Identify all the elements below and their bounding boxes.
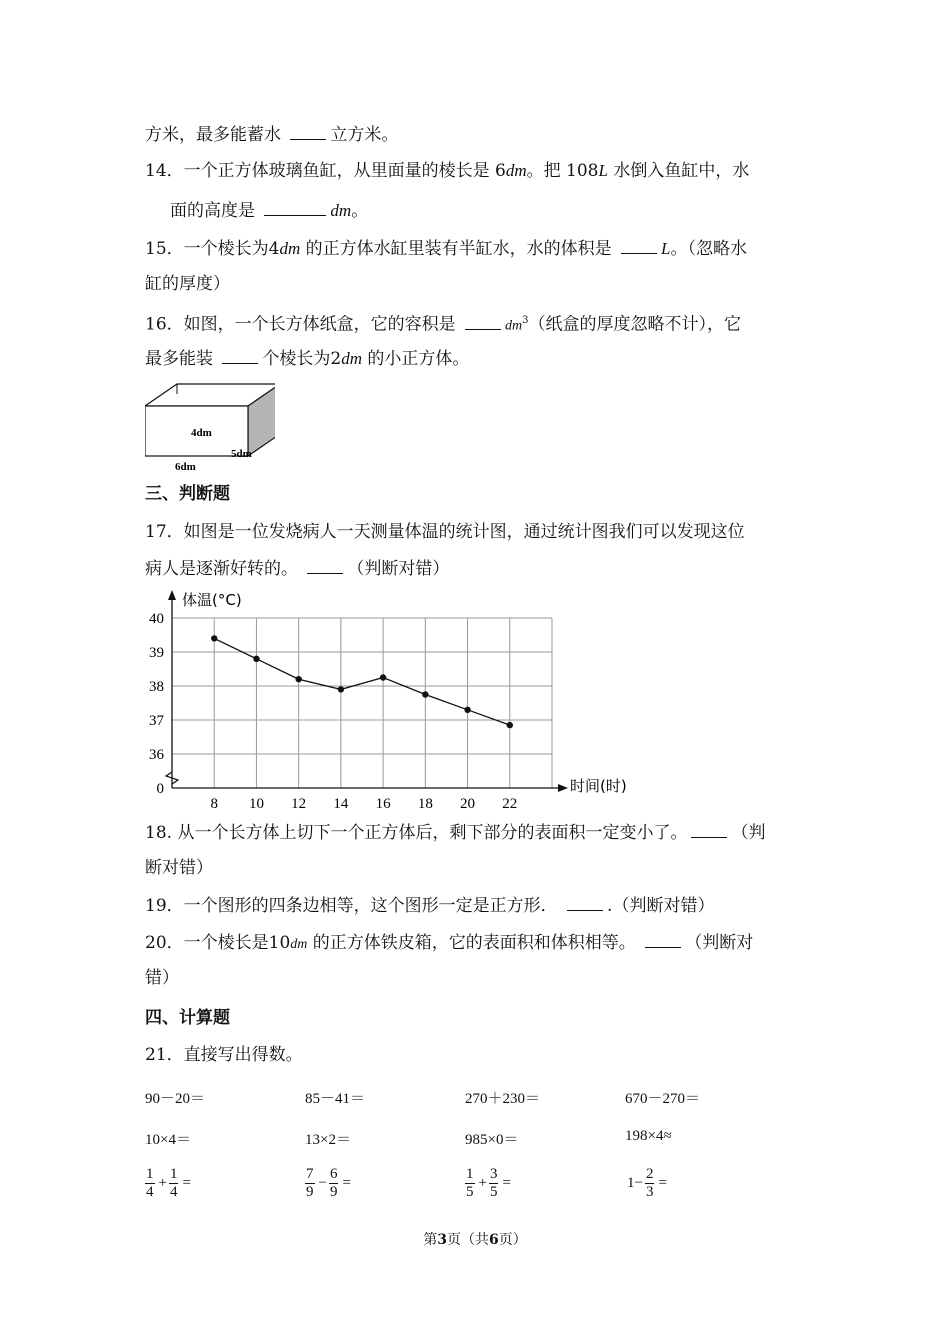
q14-unit: dm	[330, 201, 352, 220]
denominator: 5	[466, 1184, 474, 1200]
x-axis-arrow	[558, 784, 568, 792]
q16-exponent: 3	[522, 315, 529, 326]
denominator: 9	[329, 1184, 338, 1200]
equals-sign: =	[658, 1175, 667, 1191]
operator: +	[158, 1175, 167, 1191]
box-height-label: 4dm	[191, 427, 212, 439]
chart-grid	[172, 618, 552, 788]
numerator: 1	[146, 1166, 154, 1182]
q16-text-a: 16．如图，一个长方体纸盒，它的容积是	[145, 314, 456, 335]
y-tick-label: 37	[149, 713, 164, 729]
q15-unit: L	[661, 239, 671, 258]
fraction-calc-item	[625, 1166, 669, 1201]
question-14	[145, 160, 749, 182]
x-tick-label: 14	[333, 796, 349, 812]
answer-blank[interactable]	[307, 557, 343, 574]
denominator: 4	[169, 1184, 178, 1200]
x-tick-label: 12	[291, 796, 307, 812]
calc-item: 985×0＝	[465, 1132, 519, 1148]
operator: +	[478, 1175, 487, 1191]
question-19	[145, 894, 714, 917]
numerator: 1	[169, 1166, 178, 1182]
data-point	[507, 722, 513, 728]
data-point	[464, 707, 470, 713]
y-axis-arrow	[168, 590, 176, 600]
question-20	[145, 931, 753, 956]
q14-text-b: 。把 108	[526, 161, 599, 181]
section-3-heading: 三、判断题	[145, 484, 230, 504]
fraction	[169, 1166, 179, 1201]
operator: −	[318, 1175, 327, 1191]
q13-tail	[145, 123, 398, 146]
q20-text-b: 的正方体铁皮箱，它的表面积和体积相等。	[307, 933, 636, 953]
q17-text-b: 病人是逐渐好转的。	[145, 559, 298, 579]
q15-text-a: 15．一个棱长为4	[145, 239, 280, 259]
q19-text-b: .（判断对错）	[607, 896, 715, 916]
q15-text-b: 的正方体水缸里装有半缸水，水的体积是	[300, 239, 612, 259]
answer-blank[interactable]	[465, 313, 501, 330]
q17-text-a: 17．如图是一位发烧病人一天测量体温的统计图，通过统计图我们可以发现这位	[145, 522, 745, 542]
denominator: 3	[645, 1184, 654, 1200]
page-footer	[0, 1229, 950, 1249]
data-point	[211, 635, 217, 641]
calc-item: 198×4≈	[625, 1128, 672, 1144]
footer-text: 第	[423, 1232, 438, 1248]
q14-text-a: 14．一个正方体玻璃鱼缸，从里面量的棱长是 6	[145, 161, 506, 181]
calc-item: 13×2＝	[305, 1132, 351, 1148]
q16-text-d: 个棱长为2	[262, 349, 342, 369]
q15-text-d: 缸的厚度）	[145, 274, 230, 294]
numerator: 3	[489, 1166, 498, 1182]
calc-item: 10×4＝	[145, 1132, 191, 1148]
y-axis-label: 体温(°C)	[182, 591, 242, 609]
q16-text-b: （纸盒的厚度忽略不计），它	[528, 314, 742, 335]
fraction	[645, 1166, 655, 1201]
q14-text-d: 面的高度是	[170, 201, 255, 221]
q16-text-c: 最多能装	[145, 349, 213, 369]
q17-text-c: （判断对错）	[347, 559, 450, 579]
q14-unit: dm	[505, 161, 527, 180]
question-16	[145, 310, 741, 338]
chart-tick-labels	[149, 611, 517, 812]
answer-blank[interactable]	[264, 199, 326, 216]
data-point	[422, 691, 428, 697]
fraction	[465, 1166, 475, 1201]
answer-blank[interactable]	[290, 123, 326, 140]
numerator: 6	[329, 1166, 338, 1182]
equals-sign: =	[502, 1175, 511, 1191]
question-15-cont	[145, 273, 230, 295]
x-tick-label: 22	[502, 796, 518, 812]
x-tick-label: 18	[417, 796, 433, 812]
answer-blank[interactable]	[567, 894, 603, 911]
question-21: 21．直接写出得数。	[145, 1045, 303, 1065]
q16-text-e: 的小正方体。	[362, 349, 470, 369]
question-17-cont	[145, 557, 449, 580]
open-box-figure	[145, 382, 275, 474]
y-tick-label: 38	[149, 679, 164, 695]
fraction-calc-item	[465, 1166, 513, 1201]
numerator: 7	[306, 1166, 314, 1182]
page-number: 3	[437, 1232, 447, 1248]
x-axis-label: 时间(时)	[570, 777, 627, 795]
x-tick-label: 20	[460, 796, 476, 812]
answer-blank[interactable]	[645, 931, 681, 948]
page-total: 6	[489, 1232, 499, 1248]
data-point	[380, 674, 386, 680]
q15-unit: dm	[279, 239, 301, 258]
q16-unit: dm	[341, 349, 363, 368]
q20-text-a: 20．一个棱长是10	[145, 933, 291, 953]
calc-item: 85－41＝	[305, 1091, 366, 1107]
denominator: 9	[306, 1184, 314, 1200]
question-16-cont	[145, 347, 469, 370]
question-15	[145, 237, 747, 260]
question-20-cont	[145, 967, 179, 989]
chart-axes	[166, 590, 568, 792]
footer-text: 页）	[498, 1232, 527, 1248]
q20-text-d: 错）	[145, 968, 179, 988]
denominator: 5	[489, 1184, 498, 1200]
data-point	[338, 686, 344, 692]
box-width-label: 5dm	[231, 448, 252, 460]
question-14-cont	[170, 199, 368, 222]
fraction-calc-item	[145, 1166, 193, 1201]
answer-blank[interactable]	[621, 237, 657, 254]
data-point	[253, 656, 259, 662]
x-tick-label: 10	[248, 796, 264, 812]
section-4-heading: 四、计算题	[145, 1008, 230, 1028]
question-17	[145, 521, 745, 543]
denominator: 4	[146, 1184, 154, 1200]
y-tick-label: 39	[149, 645, 164, 661]
calc-item: 670－270＝	[625, 1091, 701, 1107]
x-tick-label: 16	[375, 796, 391, 812]
data-point	[295, 676, 301, 682]
question-18-cont	[145, 857, 213, 879]
numerator: 1	[466, 1166, 474, 1182]
y-tick-label: 0	[156, 781, 164, 797]
q20-text-c: （判断对	[685, 933, 754, 953]
answer-blank[interactable]	[222, 347, 258, 364]
equals-sign: =	[182, 1175, 191, 1191]
q14-text-c: 水倒入鱼缸中，水	[607, 161, 750, 181]
q18-text-b: （判	[731, 823, 766, 843]
q20-unit: dm	[290, 937, 308, 952]
fraction	[329, 1166, 339, 1201]
answer-blank[interactable]	[691, 821, 727, 838]
q15-text-c: 。（忽略水	[670, 239, 748, 259]
equals-sign: =	[342, 1175, 351, 1191]
q14-unit: L	[598, 161, 608, 180]
operator: 1−	[627, 1175, 643, 1191]
calc-item: 90－20＝	[145, 1091, 206, 1107]
box-length-label: 6dm	[175, 461, 196, 473]
q16-unit: dm	[505, 318, 523, 334]
q14-text-e: 。	[351, 201, 369, 221]
q19-text-a: 19．一个图形的四条边相等，这个图形一定是正方形．	[145, 896, 558, 916]
x-tick-label: 8	[210, 796, 218, 812]
fraction	[489, 1166, 499, 1201]
fraction-calc-item	[305, 1166, 353, 1201]
y-tick-label: 40	[149, 611, 164, 627]
fraction	[305, 1166, 315, 1201]
q13-text-a: 方米，最多能蓄水	[145, 125, 281, 145]
footer-text: 页（共	[447, 1232, 489, 1248]
q13-text-b: 立方米。	[330, 125, 399, 145]
numerator: 2	[645, 1166, 654, 1182]
q18-text-c: 断对错）	[145, 858, 213, 878]
calc-item: 270＋230＝	[465, 1091, 541, 1107]
question-18	[145, 821, 765, 844]
fraction	[145, 1166, 155, 1201]
y-tick-label: 36	[149, 747, 164, 763]
temperature-line-chart	[140, 588, 640, 813]
q18-text-a: 18. 从一个长方体上切下一个正方体后，剩下部分的表面积一定变小了。	[145, 823, 688, 843]
